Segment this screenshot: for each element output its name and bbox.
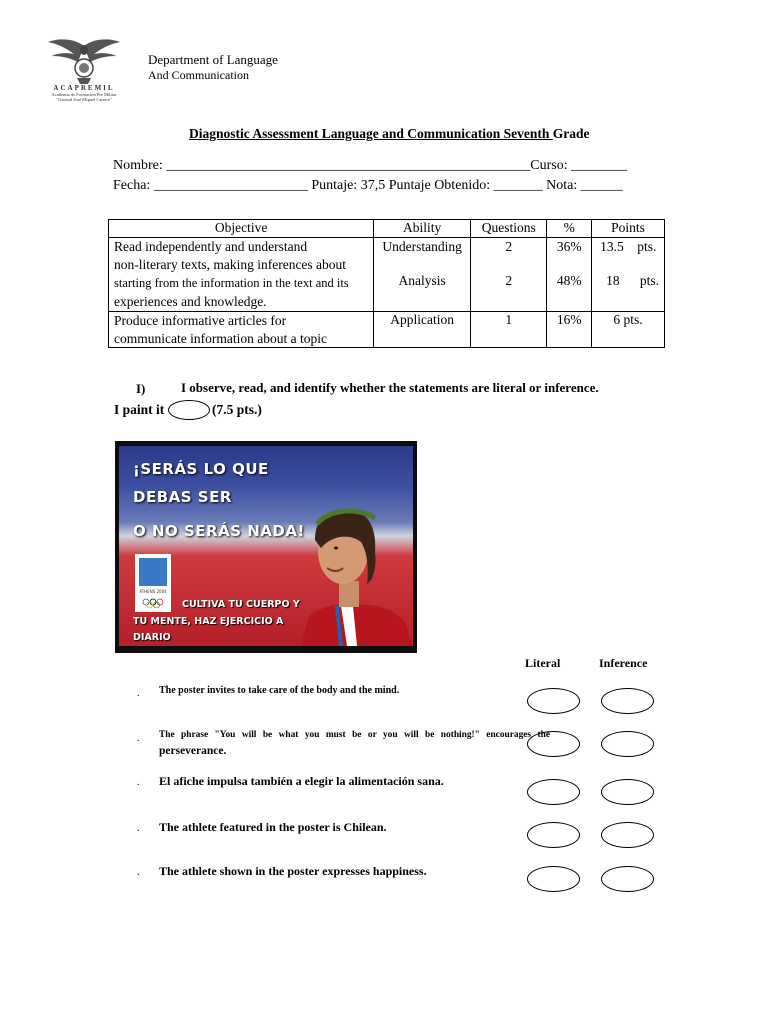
statement-bullet: . (137, 867, 140, 878)
points-value: 18 (606, 273, 620, 288)
statement-4: The athlete featured in the poster is Chilean. (159, 820, 387, 834)
logo-name: ACAPREMIL (53, 84, 115, 92)
poster-slogan-3: DIARIO (133, 632, 171, 643)
objective-line: Produce informative articles for (114, 313, 287, 328)
points-cell (592, 238, 665, 312)
percent-value: 16% (547, 312, 592, 348)
motivational-poster (115, 441, 417, 653)
inference-option-3[interactable] (601, 779, 654, 805)
percent-cell (547, 238, 592, 312)
questions-value: 1 (470, 312, 546, 348)
poster-headline-3: O NO SERÁS NADA! (133, 522, 305, 540)
points-unit: pts. (639, 273, 659, 288)
statement-bullet: . (137, 777, 140, 788)
table-row (109, 238, 665, 312)
literal-option-5[interactable] (527, 866, 580, 892)
header-objective: Objective (109, 220, 374, 238)
athens-2004-logo (135, 554, 171, 612)
athens-emblem (139, 558, 167, 586)
statement-bullet: . (137, 823, 140, 834)
questions-value: 2 (505, 239, 513, 254)
points-unit: pts. (637, 239, 657, 254)
points-value: 13.5 (600, 239, 624, 254)
poster-image (119, 446, 413, 646)
athlete-illustration (281, 456, 413, 646)
section-points: (7.5 pts.) (212, 402, 262, 417)
inference-option-2[interactable] (601, 731, 654, 757)
literal-option-1[interactable] (527, 688, 580, 714)
inference-option-1[interactable] (601, 688, 654, 714)
objective-line: experiences and knowledge. (114, 294, 267, 309)
statement-3: El afiche impulsa también a elegir la alimentación sana. (159, 774, 444, 788)
literal-option-2[interactable] (527, 731, 580, 757)
inference-option-5[interactable] (601, 866, 654, 892)
department-name: Department of Language (148, 52, 278, 67)
objective-line: Read independently and understand (114, 239, 308, 254)
department-name-line2: And Communication (148, 68, 249, 82)
literal-column-header: Literal (525, 656, 561, 670)
inference-column-header: Inference (599, 656, 648, 670)
logo-subtitle-line2: "General José Miguel Carrera" (56, 97, 112, 102)
poster-headline-1: ¡SERÁS LO QUE (133, 460, 269, 478)
ability-cell (374, 238, 471, 312)
questions-cell (470, 238, 546, 312)
ability-understanding: Understanding (382, 239, 462, 254)
percent-value: 36% (556, 239, 582, 254)
table-row (109, 312, 665, 348)
statement-2: The phrase "You will be what you must be or you will be nothing!" encourages the (159, 730, 550, 740)
points-value: 6 pts. (592, 312, 665, 348)
statement-bullet: . (137, 733, 140, 744)
literal-option-3[interactable] (527, 779, 580, 805)
olympic-rings-icon (141, 598, 165, 608)
example-oval (168, 400, 210, 420)
statement-1: The poster invites to take care of the body and the mind. (159, 685, 400, 696)
poster-headline-2: DEBAS SER (133, 488, 232, 506)
name-course-field[interactable]: Nombre: ____________________________________________________Curso: ________ (113, 158, 628, 173)
objective-cell (109, 238, 374, 312)
poster-slogan-1: CULTIVA TU CUERPO Y (182, 599, 300, 610)
logo-subtitle-line1: Academia de Formación Pre Militar (51, 92, 117, 97)
header-points: Points (592, 220, 665, 238)
ability-application: Application (374, 312, 471, 348)
page-title-rest: Grade (552, 126, 590, 141)
inference-option-4[interactable] (601, 822, 654, 848)
literal-option-4[interactable] (527, 822, 580, 848)
header-percent: % (547, 220, 592, 238)
paint-label: I paint it (114, 402, 165, 417)
page-title-underlined: Diagnostic Assessment Language and Communication Seventh (189, 126, 553, 141)
objectives-table (108, 219, 665, 348)
section-number: I) (136, 381, 146, 396)
athens-label: ATHENS 2004 (139, 589, 167, 594)
objective-cell (109, 312, 374, 348)
page-title (189, 126, 590, 142)
date-score-field[interactable]: Fecha: ______________________ Puntaje: 37,5 Puntaje Obtenido: _______ Nota: ______ (113, 178, 623, 193)
ability-analysis: Analysis (398, 273, 446, 288)
section-instruction: I observe, read, and identify whether the statements are literal or inference. (181, 380, 599, 395)
objective-line: non-literary texts, making inferences about (114, 257, 347, 272)
header-questions: Questions (470, 220, 546, 238)
statement-bullet: . (137, 688, 140, 699)
statement-2-continued: perseverance. (159, 745, 227, 757)
objective-line: starting from the information in the text and its (114, 276, 349, 290)
logo-subtitle (40, 92, 128, 102)
percent-value: 48% (556, 273, 582, 288)
header-ability: Ability (374, 220, 471, 238)
table-header-row (109, 220, 665, 238)
statement-5: The athlete shown in the poster expresses happiness. (159, 864, 427, 878)
poster-slogan-2: TU MENTE, HAZ EJERCICIO A (133, 616, 284, 627)
objective-line: communicate information about a topic (114, 331, 327, 346)
questions-value: 2 (505, 273, 513, 288)
